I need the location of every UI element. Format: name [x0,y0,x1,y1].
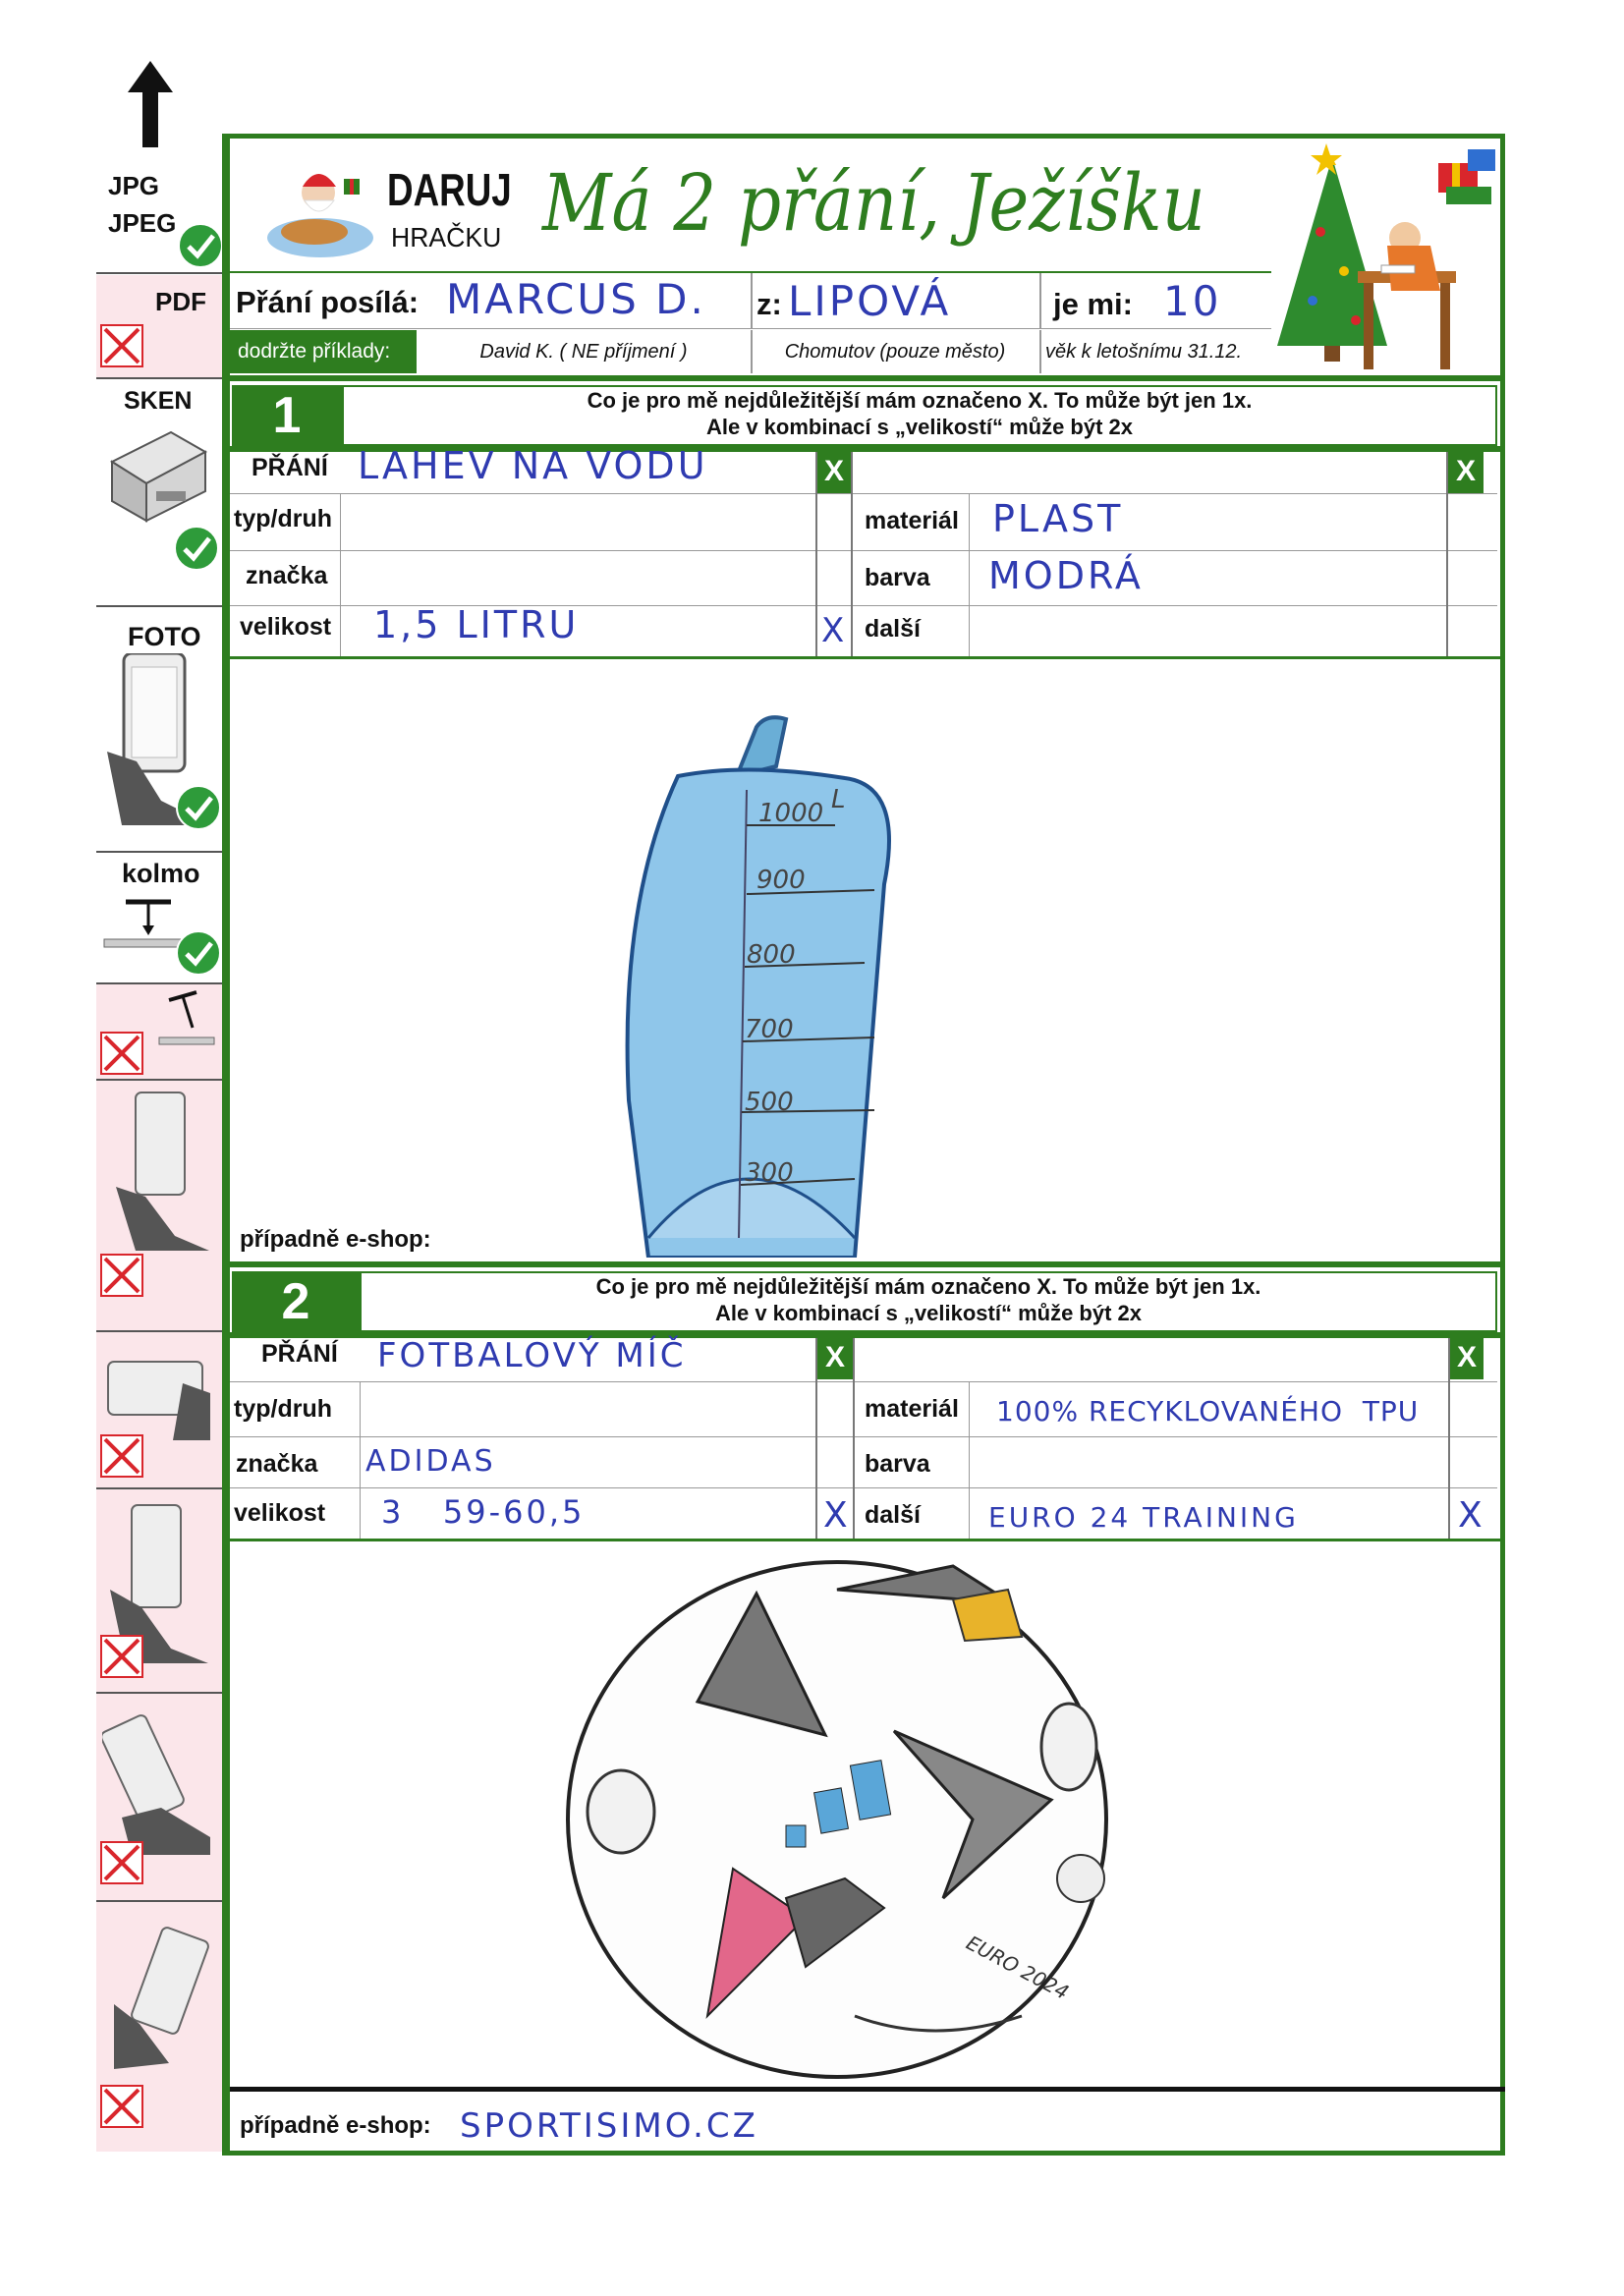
up-arrow-icon [126,61,175,149]
water-bottle-drawing [609,707,924,1258]
age-value[interactable]: 10 [1163,277,1222,325]
phone-hand-icon [106,1089,214,1256]
football-drawing [560,1554,1110,2085]
red-x-icon [100,1841,143,1884]
check-icon [175,929,222,977]
example-name: David K. ( NE příjmení ) [479,341,688,363]
znacka-value[interactable]: ADIDAS [365,1444,496,1479]
phone-tilted-icon [110,1926,216,2073]
wish-number: 1 [232,385,342,446]
christmas-tree-illustration [1273,143,1499,379]
logo-hracku: HRAČKU [391,222,502,252]
barva-value[interactable]: MODRÁ [988,554,1144,597]
scanner-icon [102,422,210,531]
velikost-value[interactable]: 1,5 LITRU [373,603,580,646]
red-x-icon [100,1434,143,1478]
red-x-icon [100,1032,143,1075]
velikost-mark[interactable]: X [823,1495,851,1536]
label-prani: PŘÁNÍ [252,454,328,481]
logo-daruj: DARUJ [387,164,512,215]
eshop-label: případně e-shop: [240,1226,431,1253]
wish-number: 2 [232,1271,360,1332]
label-prani: PŘÁNÍ [261,1340,338,1368]
foto-label: FOTO [128,622,201,651]
instruction-line-1: Co je pro mě nejdůležitější mám označeno X. To může být jen 1x. [595,1274,1261,1299]
check-icon [177,222,224,269]
wish-instructions [344,387,1495,440]
label-dalsi: další [865,615,921,643]
material-value[interactable]: PLAST [992,497,1124,540]
instruction-line-2: Ale v kombinací s „velikostí“ může být 2x [705,415,1134,439]
dalsi-value[interactable]: EURO 24 TRAINING [988,1501,1299,1534]
label-velikost: velikost [240,613,332,641]
age-label: je mi: [1053,287,1133,321]
check-icon [173,525,220,572]
label-velikost: velikost [234,1499,326,1527]
red-x-icon [100,324,143,367]
material-value[interactable]: 100% RECYKLOVANÉHO TPU [996,1395,1420,1428]
sender-value[interactable]: MARCUS D. [446,275,706,323]
from-label: z: [756,287,782,321]
dalsi-mark[interactable]: X [1458,1495,1485,1536]
bottle-mark-900: 900 [756,866,806,895]
pdf-label: PDF [155,287,206,316]
prani-value[interactable]: LAHEV NA VODU [358,444,708,487]
priority-mark-right[interactable]: X [1450,1336,1484,1379]
eshop-label: případně e-shop: [240,2112,431,2139]
velikost-mark[interactable]: X [821,611,848,650]
frame-left-bar [222,134,230,2156]
eshop-value[interactable]: SPORTISIMO.CZ [460,2106,758,2146]
bottle-mark-700: 700 [745,1015,794,1044]
label-barva: barva [865,1450,930,1478]
priority-mark-right[interactable]: X [1448,450,1484,493]
phone-landscape-icon [104,1354,214,1442]
priority-mark-left[interactable]: X [817,1336,853,1379]
red-x-icon [100,2085,143,2128]
label-material: materiál [865,507,959,534]
label-typ: typ/druh [234,1395,332,1423]
instruction-line-1: Co je pro mě nejdůležitější mám označeno X. To může být jen 1x. [587,388,1253,413]
jpeg-label: JPEG [108,208,177,238]
examples-label: dodržte příklady: [230,330,417,373]
label-typ: typ/druh [234,505,332,532]
velikost-value[interactable]: 3 59-60,5 [381,1493,586,1531]
instruction-line-2: Ale v kombinací s „velikostí“ může být 2x [714,1301,1143,1325]
bottle-mark-500: 500 [745,1088,794,1117]
label-znacka: značka [246,562,328,589]
label-znacka: značka [236,1450,318,1478]
tilted-icon [157,988,216,1047]
label-material: materiál [865,1395,959,1423]
priority-mark-left[interactable]: X [817,450,851,493]
bottle-mark-300: 300 [745,1158,794,1188]
sken-label: SKEN [124,387,193,415]
label-barva: barva [865,564,930,591]
example-age: věk k letošnímu 31.12. [1045,341,1243,363]
sender-label: Přání posílá: [236,285,420,319]
example-city: Chomutov (pouze město) [784,341,1006,363]
bottle-mark-800: 800 [747,940,796,970]
red-x-icon [100,1635,143,1678]
phone-tilted-icon [102,1709,218,1857]
from-value[interactable]: LIPOVÁ [788,277,952,325]
prani-value[interactable]: FOTBALOVÝ MÍČ [377,1336,687,1375]
bottle-mark-l: L [831,785,846,814]
page-title: Má 2 přání, Ježíšku [542,157,1205,249]
ball-euro-label: EURO 2024 [962,1931,1073,2005]
red-x-icon [100,1254,143,1297]
bottle-mark-1000: 1000 [758,799,824,828]
santa-logo-icon [263,161,381,261]
wish-instructions [362,1273,1495,1326]
label-dalsi: další [865,1501,921,1529]
jpg-label: JPG [108,171,160,200]
check-icon [175,784,222,831]
kolmo-label: kolmo [122,859,200,888]
